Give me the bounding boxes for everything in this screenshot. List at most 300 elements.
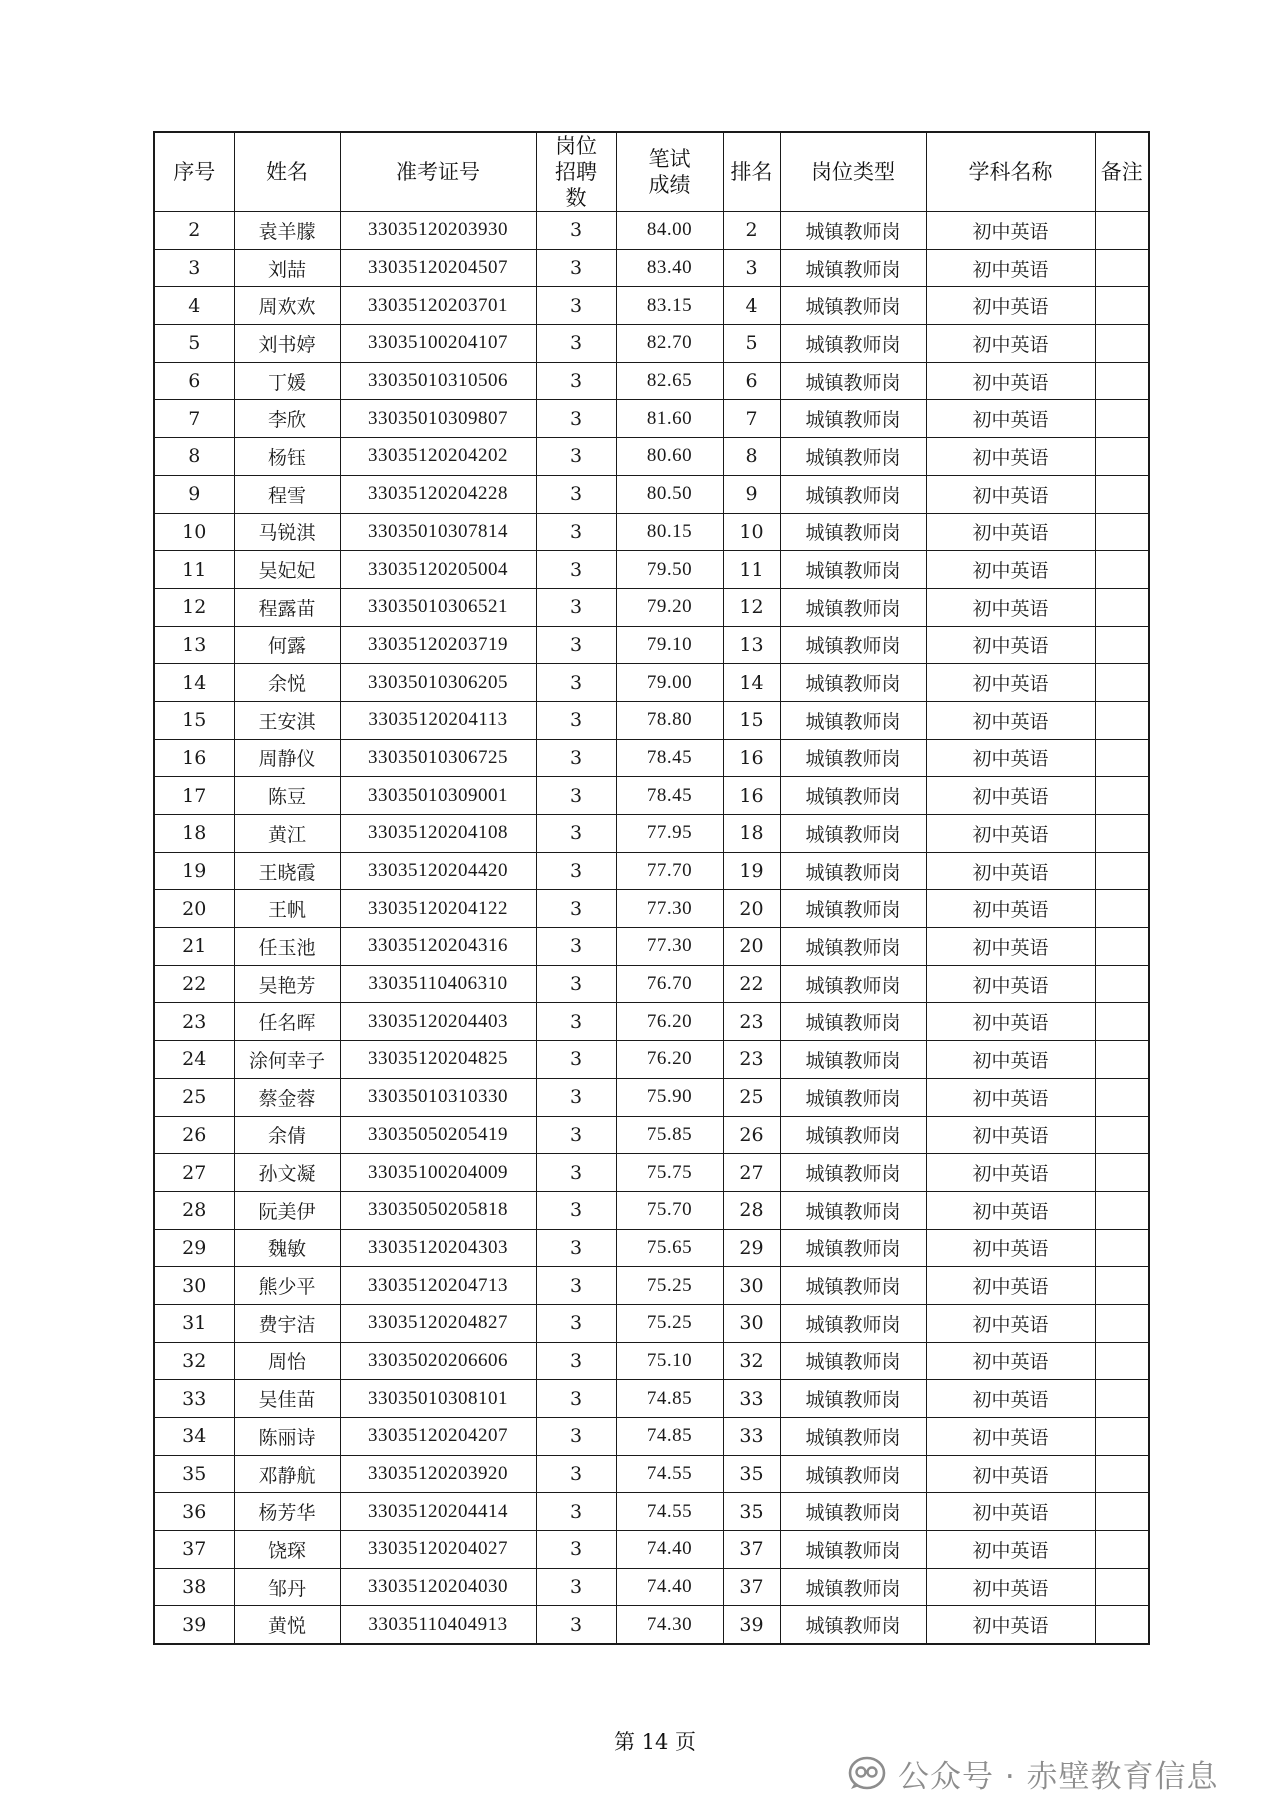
cell-subject: 初中英语: [926, 1304, 1095, 1342]
cell-rank: 23: [723, 1003, 780, 1041]
cell-written-score: 75.75: [616, 1154, 723, 1192]
cell-written-score: 79.10: [616, 626, 723, 664]
cell-written-score: 82.70: [616, 325, 723, 363]
cell-remarks: [1095, 664, 1149, 702]
cell-subject: 初中英语: [926, 1606, 1095, 1644]
cell-written-score: 74.40: [616, 1531, 723, 1569]
cell-name: 任玉池: [234, 928, 340, 966]
cell-subject: 初中英语: [926, 928, 1095, 966]
watermark-text: 公众号 · 赤壁教育信息: [898, 1758, 1219, 1795]
cell-written-score: 76.20: [616, 1003, 723, 1041]
cell-remarks: [1095, 1267, 1149, 1305]
cell-written-score: 83.40: [616, 249, 723, 287]
table-row: [154, 1304, 1149, 1342]
cell-positions: 3: [536, 1568, 616, 1606]
cell-written-score: 75.10: [616, 1342, 723, 1380]
cell-subject: 初中英语: [926, 212, 1095, 250]
cell-exam-number: 33035120204316: [340, 928, 536, 966]
cell-remarks: [1095, 212, 1149, 250]
table-row: [154, 664, 1149, 702]
header-cell-position-type: 岗位类型: [780, 132, 926, 212]
cell-name: 任名晖: [234, 1003, 340, 1041]
cell-exam-number: 33035120204825: [340, 1041, 536, 1079]
cell-name: 周静仪: [234, 739, 340, 777]
cell-exam-number: 33035120204122: [340, 890, 536, 928]
cell-subject: 初中英语: [926, 438, 1095, 476]
cell-name: 杨钰: [234, 438, 340, 476]
table-row: [154, 551, 1149, 589]
cell-written-score: 79.00: [616, 664, 723, 702]
table-row: [154, 1116, 1149, 1154]
table-row: [154, 1342, 1149, 1380]
table-row: [154, 513, 1149, 551]
cell-subject: 初中英语: [926, 400, 1095, 438]
cell-rank: 30: [723, 1304, 780, 1342]
cell-index: 27: [154, 1154, 234, 1192]
table-row: [154, 362, 1149, 400]
cell-positions: 3: [536, 212, 616, 250]
cell-index: 31: [154, 1304, 234, 1342]
cell-exam-number: 33035120203920: [340, 1455, 536, 1493]
cell-remarks: [1095, 815, 1149, 853]
cell-exam-number: 33035100204107: [340, 325, 536, 363]
cell-subject: 初中英语: [926, 249, 1095, 287]
cell-position-type: 城镇教师岗: [780, 1078, 926, 1116]
cell-exam-number: 33035120203930: [340, 212, 536, 250]
cell-index: 7: [154, 400, 234, 438]
cell-remarks: [1095, 701, 1149, 739]
cell-positions: 3: [536, 626, 616, 664]
cell-exam-number: 33035010310506: [340, 362, 536, 400]
cell-subject: 初中英语: [926, 1078, 1095, 1116]
cell-remarks: [1095, 1531, 1149, 1569]
table-row: [154, 777, 1149, 815]
cell-position-type: 城镇教师岗: [780, 1191, 926, 1229]
cell-positions: 3: [536, 739, 616, 777]
cell-index: 30: [154, 1267, 234, 1305]
cell-rank: 2: [723, 212, 780, 250]
cell-exam-number: 33035020206606: [340, 1342, 536, 1380]
cell-written-score: 75.25: [616, 1304, 723, 1342]
cell-written-score: 76.20: [616, 1041, 723, 1079]
table-row: [154, 475, 1149, 513]
cell-rank: 33: [723, 1418, 780, 1456]
cell-positions: 3: [536, 664, 616, 702]
cell-name: 袁羊朦: [234, 212, 340, 250]
cell-written-score: 79.20: [616, 588, 723, 626]
cell-remarks: [1095, 777, 1149, 815]
cell-rank: 6: [723, 362, 780, 400]
cell-index: 32: [154, 1342, 234, 1380]
header-cell-positions: [536, 132, 616, 212]
table-header-row: [154, 132, 1149, 212]
cell-subject: 初中英语: [926, 1531, 1095, 1569]
cell-exam-number: 33035120204420: [340, 852, 536, 890]
cell-index: 16: [154, 739, 234, 777]
cell-subject: 初中英语: [926, 626, 1095, 664]
cell-index: 12: [154, 588, 234, 626]
cell-positions: 3: [536, 1493, 616, 1531]
cell-position-type: 城镇教师岗: [780, 777, 926, 815]
table-row: [154, 626, 1149, 664]
cell-written-score: 84.00: [616, 212, 723, 250]
cell-exam-number: 33035120203701: [340, 287, 536, 325]
cell-written-score: 78.45: [616, 777, 723, 815]
cell-remarks: [1095, 1455, 1149, 1493]
cell-written-score: 75.70: [616, 1191, 723, 1229]
cell-written-score: 74.55: [616, 1455, 723, 1493]
cell-rank: 20: [723, 890, 780, 928]
cell-position-type: 城镇教师岗: [780, 815, 926, 853]
cell-position-type: 城镇教师岗: [780, 928, 926, 966]
cell-remarks: [1095, 1304, 1149, 1342]
cell-written-score: 74.55: [616, 1493, 723, 1531]
cell-index: 19: [154, 852, 234, 890]
cell-positions: 3: [536, 325, 616, 363]
cell-position-type: 城镇教师岗: [780, 626, 926, 664]
table-body: [154, 212, 1149, 1645]
cell-index: 11: [154, 551, 234, 589]
cell-subject: 初中英语: [926, 701, 1095, 739]
cell-written-score: 76.70: [616, 965, 723, 1003]
cell-subject: 初中英语: [926, 362, 1095, 400]
cell-subject: 初中英语: [926, 551, 1095, 589]
table-row: [154, 1606, 1149, 1644]
cell-index: 28: [154, 1191, 234, 1229]
cell-remarks: [1095, 739, 1149, 777]
cell-rank: 7: [723, 400, 780, 438]
cell-index: 5: [154, 325, 234, 363]
cell-positions: 3: [536, 287, 616, 325]
cell-positions: 3: [536, 890, 616, 928]
cell-remarks: [1095, 362, 1149, 400]
cell-index: 17: [154, 777, 234, 815]
cell-rank: 39: [723, 1606, 780, 1644]
page-number: 第 14 页: [613, 1730, 697, 1754]
cell-positions: 3: [536, 852, 616, 890]
cell-positions: 3: [536, 1455, 616, 1493]
cell-position-type: 城镇教师岗: [780, 438, 926, 476]
cell-remarks: [1095, 438, 1149, 476]
cell-subject: 初中英语: [926, 475, 1095, 513]
cell-position-type: 城镇教师岗: [780, 475, 926, 513]
cell-index: 21: [154, 928, 234, 966]
table-row: [154, 287, 1149, 325]
cell-subject: 初中英语: [926, 1041, 1095, 1079]
cell-positions: 3: [536, 438, 616, 476]
cell-rank: 37: [723, 1531, 780, 1569]
cell-subject: 初中英语: [926, 890, 1095, 928]
cell-positions: 3: [536, 475, 616, 513]
cell-name: 丁媛: [234, 362, 340, 400]
cell-written-score: 74.40: [616, 1568, 723, 1606]
cell-index: 39: [154, 1606, 234, 1644]
cell-position-type: 城镇教师岗: [780, 1455, 926, 1493]
cell-name: 涂何幸子: [234, 1041, 340, 1079]
cell-subject: 初中英语: [926, 815, 1095, 853]
cell-positions: 3: [536, 1606, 616, 1644]
cell-subject: 初中英语: [926, 588, 1095, 626]
table-row: [154, 852, 1149, 890]
cell-index: 26: [154, 1116, 234, 1154]
score-table-container: [153, 131, 1148, 1645]
cell-rank: 13: [723, 626, 780, 664]
cell-exam-number: 33035010306205: [340, 664, 536, 702]
cell-position-type: 城镇教师岗: [780, 325, 926, 363]
cell-name: 余倩: [234, 1116, 340, 1154]
cell-positions: 3: [536, 928, 616, 966]
table-row: [154, 1041, 1149, 1079]
cell-index: 8: [154, 438, 234, 476]
score-table: [153, 131, 1150, 1645]
cell-rank: 3: [723, 249, 780, 287]
cell-position-type: 城镇教师岗: [780, 701, 926, 739]
cell-remarks: [1095, 1568, 1149, 1606]
cell-name: 陈豆: [234, 777, 340, 815]
table-row: [154, 438, 1149, 476]
cell-written-score: 77.95: [616, 815, 723, 853]
cell-name: 费宇洁: [234, 1304, 340, 1342]
cell-name: 熊少平: [234, 1267, 340, 1305]
cell-written-score: 75.65: [616, 1229, 723, 1267]
table-row: [154, 1154, 1149, 1192]
table-row: [154, 1418, 1149, 1456]
cell-rank: 23: [723, 1041, 780, 1079]
cell-positions: 3: [536, 815, 616, 853]
table-row: [154, 212, 1149, 250]
cell-positions: 3: [536, 701, 616, 739]
cell-name: 黄悦: [234, 1606, 340, 1644]
cell-remarks: [1095, 588, 1149, 626]
cell-position-type: 城镇教师岗: [780, 1380, 926, 1418]
cell-index: 38: [154, 1568, 234, 1606]
cell-rank: 37: [723, 1568, 780, 1606]
cell-written-score: 79.50: [616, 551, 723, 589]
cell-subject: 初中英语: [926, 513, 1095, 551]
cell-position-type: 城镇教师岗: [780, 852, 926, 890]
cell-rank: 12: [723, 588, 780, 626]
table-row: [154, 815, 1149, 853]
cell-rank: 11: [723, 551, 780, 589]
cell-name: 何露: [234, 626, 340, 664]
cell-subject: 初中英语: [926, 1455, 1095, 1493]
cell-rank: 30: [723, 1267, 780, 1305]
cell-index: 25: [154, 1078, 234, 1116]
cell-position-type: 城镇教师岗: [780, 1418, 926, 1456]
cell-position-type: 城镇教师岗: [780, 249, 926, 287]
cell-exam-number: 33035120204228: [340, 475, 536, 513]
cell-position-type: 城镇教师岗: [780, 1304, 926, 1342]
cell-subject: 初中英语: [926, 1418, 1095, 1456]
wechat-official-account-icon: [848, 1756, 886, 1790]
cell-exam-number: 33035100204009: [340, 1154, 536, 1192]
table-row: [154, 1191, 1149, 1229]
cell-written-score: 78.45: [616, 739, 723, 777]
watermark: [848, 1751, 1219, 1795]
cell-rank: 8: [723, 438, 780, 476]
cell-remarks: [1095, 1191, 1149, 1229]
table-row: [154, 1531, 1149, 1569]
cell-index: 35: [154, 1455, 234, 1493]
cell-remarks: [1095, 890, 1149, 928]
cell-index: 18: [154, 815, 234, 853]
cell-position-type: 城镇教师岗: [780, 890, 926, 928]
cell-exam-number: 33035110404913: [340, 1606, 536, 1644]
cell-exam-number: 33035010309807: [340, 400, 536, 438]
cell-rank: 18: [723, 815, 780, 853]
cell-subject: 初中英语: [926, 287, 1095, 325]
cell-index: 22: [154, 965, 234, 1003]
cell-written-score: 77.30: [616, 928, 723, 966]
cell-exam-number: 33035120204027: [340, 1531, 536, 1569]
cell-remarks: [1095, 475, 1149, 513]
cell-position-type: 城镇教师岗: [780, 1342, 926, 1380]
cell-rank: 20: [723, 928, 780, 966]
cell-name: 刘书婷: [234, 325, 340, 363]
cell-rank: 9: [723, 475, 780, 513]
cell-remarks: [1095, 400, 1149, 438]
cell-name: 程露苗: [234, 588, 340, 626]
cell-positions: 3: [536, 588, 616, 626]
cell-remarks: [1095, 1041, 1149, 1079]
cell-name: 吴佳苗: [234, 1380, 340, 1418]
cell-name: 余悦: [234, 664, 340, 702]
cell-rank: 35: [723, 1455, 780, 1493]
cell-exam-number: 33035120204030: [340, 1568, 536, 1606]
cell-written-score: 80.15: [616, 513, 723, 551]
cell-subject: 初中英语: [926, 739, 1095, 777]
table-row: [154, 400, 1149, 438]
cell-remarks: [1095, 1493, 1149, 1531]
cell-positions: 3: [536, 1418, 616, 1456]
cell-exam-number: 33035110406310: [340, 965, 536, 1003]
cell-index: 24: [154, 1041, 234, 1079]
table-row: [154, 588, 1149, 626]
table-row: [154, 1568, 1149, 1606]
cell-name: 吴妃妃: [234, 551, 340, 589]
cell-name: 王晓霞: [234, 852, 340, 890]
cell-remarks: [1095, 1342, 1149, 1380]
cell-index: 29: [154, 1229, 234, 1267]
cell-rank: 14: [723, 664, 780, 702]
cell-positions: 3: [536, 777, 616, 815]
cell-positions: 3: [536, 965, 616, 1003]
table-row: [154, 1003, 1149, 1041]
cell-exam-number: 33035010306521: [340, 588, 536, 626]
cell-positions: 3: [536, 513, 616, 551]
header-cell-exam-number: 准考证号: [340, 132, 536, 212]
cell-index: 37: [154, 1531, 234, 1569]
cell-remarks: [1095, 287, 1149, 325]
cell-name: 王帆: [234, 890, 340, 928]
cell-name: 饶琛: [234, 1531, 340, 1569]
cell-positions: 3: [536, 1078, 616, 1116]
table-row: [154, 890, 1149, 928]
cell-position-type: 城镇教师岗: [780, 513, 926, 551]
table-row: [154, 1380, 1149, 1418]
cell-positions: 3: [536, 1229, 616, 1267]
cell-rank: 16: [723, 777, 780, 815]
cell-remarks: [1095, 325, 1149, 363]
cell-written-score: 80.60: [616, 438, 723, 476]
cell-position-type: 城镇教师岗: [780, 287, 926, 325]
cell-exam-number: 33035120204303: [340, 1229, 536, 1267]
cell-position-type: 城镇教师岗: [780, 400, 926, 438]
cell-remarks: [1095, 852, 1149, 890]
header-label-positions: 岗位招聘数: [555, 134, 597, 210]
cell-rank: 25: [723, 1078, 780, 1116]
cell-exam-number: 33035010308101: [340, 1380, 536, 1418]
cell-name: 吴艳芳: [234, 965, 340, 1003]
cell-remarks: [1095, 1154, 1149, 1192]
cell-index: 9: [154, 475, 234, 513]
cell-written-score: 75.25: [616, 1267, 723, 1305]
table-row: [154, 965, 1149, 1003]
cell-rank: 26: [723, 1116, 780, 1154]
cell-rank: 27: [723, 1154, 780, 1192]
cell-name: 陈丽诗: [234, 1418, 340, 1456]
cell-positions: 3: [536, 249, 616, 287]
cell-exam-number: 33035010309001: [340, 777, 536, 815]
cell-position-type: 城镇教师岗: [780, 1606, 926, 1644]
cell-remarks: [1095, 1003, 1149, 1041]
cell-remarks: [1095, 249, 1149, 287]
table-row: [154, 928, 1149, 966]
cell-written-score: 83.15: [616, 287, 723, 325]
cell-remarks: [1095, 965, 1149, 1003]
cell-name: 李欣: [234, 400, 340, 438]
cell-name: 程雪: [234, 475, 340, 513]
cell-positions: 3: [536, 1267, 616, 1305]
cell-exam-number: 33035120204113: [340, 701, 536, 739]
table-row: [154, 739, 1149, 777]
cell-name: 刘喆: [234, 249, 340, 287]
cell-index: 15: [154, 701, 234, 739]
cell-written-score: 75.85: [616, 1116, 723, 1154]
cell-name: 邹丹: [234, 1568, 340, 1606]
cell-name: 阮美伊: [234, 1191, 340, 1229]
cell-position-type: 城镇教师岗: [780, 1493, 926, 1531]
cell-name: 周怡: [234, 1342, 340, 1380]
table-row: [154, 1455, 1149, 1493]
cell-positions: 3: [536, 1154, 616, 1192]
cell-written-score: 74.85: [616, 1380, 723, 1418]
cell-subject: 初中英语: [926, 777, 1095, 815]
cell-rank: 33: [723, 1380, 780, 1418]
cell-subject: 初中英语: [926, 1229, 1095, 1267]
cell-name: 蔡金蓉: [234, 1078, 340, 1116]
cell-subject: 初中英语: [926, 1191, 1095, 1229]
cell-exam-number: 33035050205419: [340, 1116, 536, 1154]
cell-positions: 3: [536, 1304, 616, 1342]
cell-exam-number: 33035010306725: [340, 739, 536, 777]
cell-index: 20: [154, 890, 234, 928]
cell-written-score: 74.30: [616, 1606, 723, 1644]
cell-exam-number: 33035120204202: [340, 438, 536, 476]
cell-remarks: [1095, 1606, 1149, 1644]
cell-positions: 3: [536, 1342, 616, 1380]
cell-remarks: [1095, 1418, 1149, 1456]
cell-rank: 19: [723, 852, 780, 890]
cell-exam-number: 33035120204713: [340, 1267, 536, 1305]
cell-position-type: 城镇教师岗: [780, 739, 926, 777]
cell-name: 孙文凝: [234, 1154, 340, 1192]
cell-name: 杨芳华: [234, 1493, 340, 1531]
cell-name: 王安淇: [234, 701, 340, 739]
cell-subject: 初中英语: [926, 1267, 1095, 1305]
cell-written-score: 78.80: [616, 701, 723, 739]
cell-exam-number: 33035120204403: [340, 1003, 536, 1041]
